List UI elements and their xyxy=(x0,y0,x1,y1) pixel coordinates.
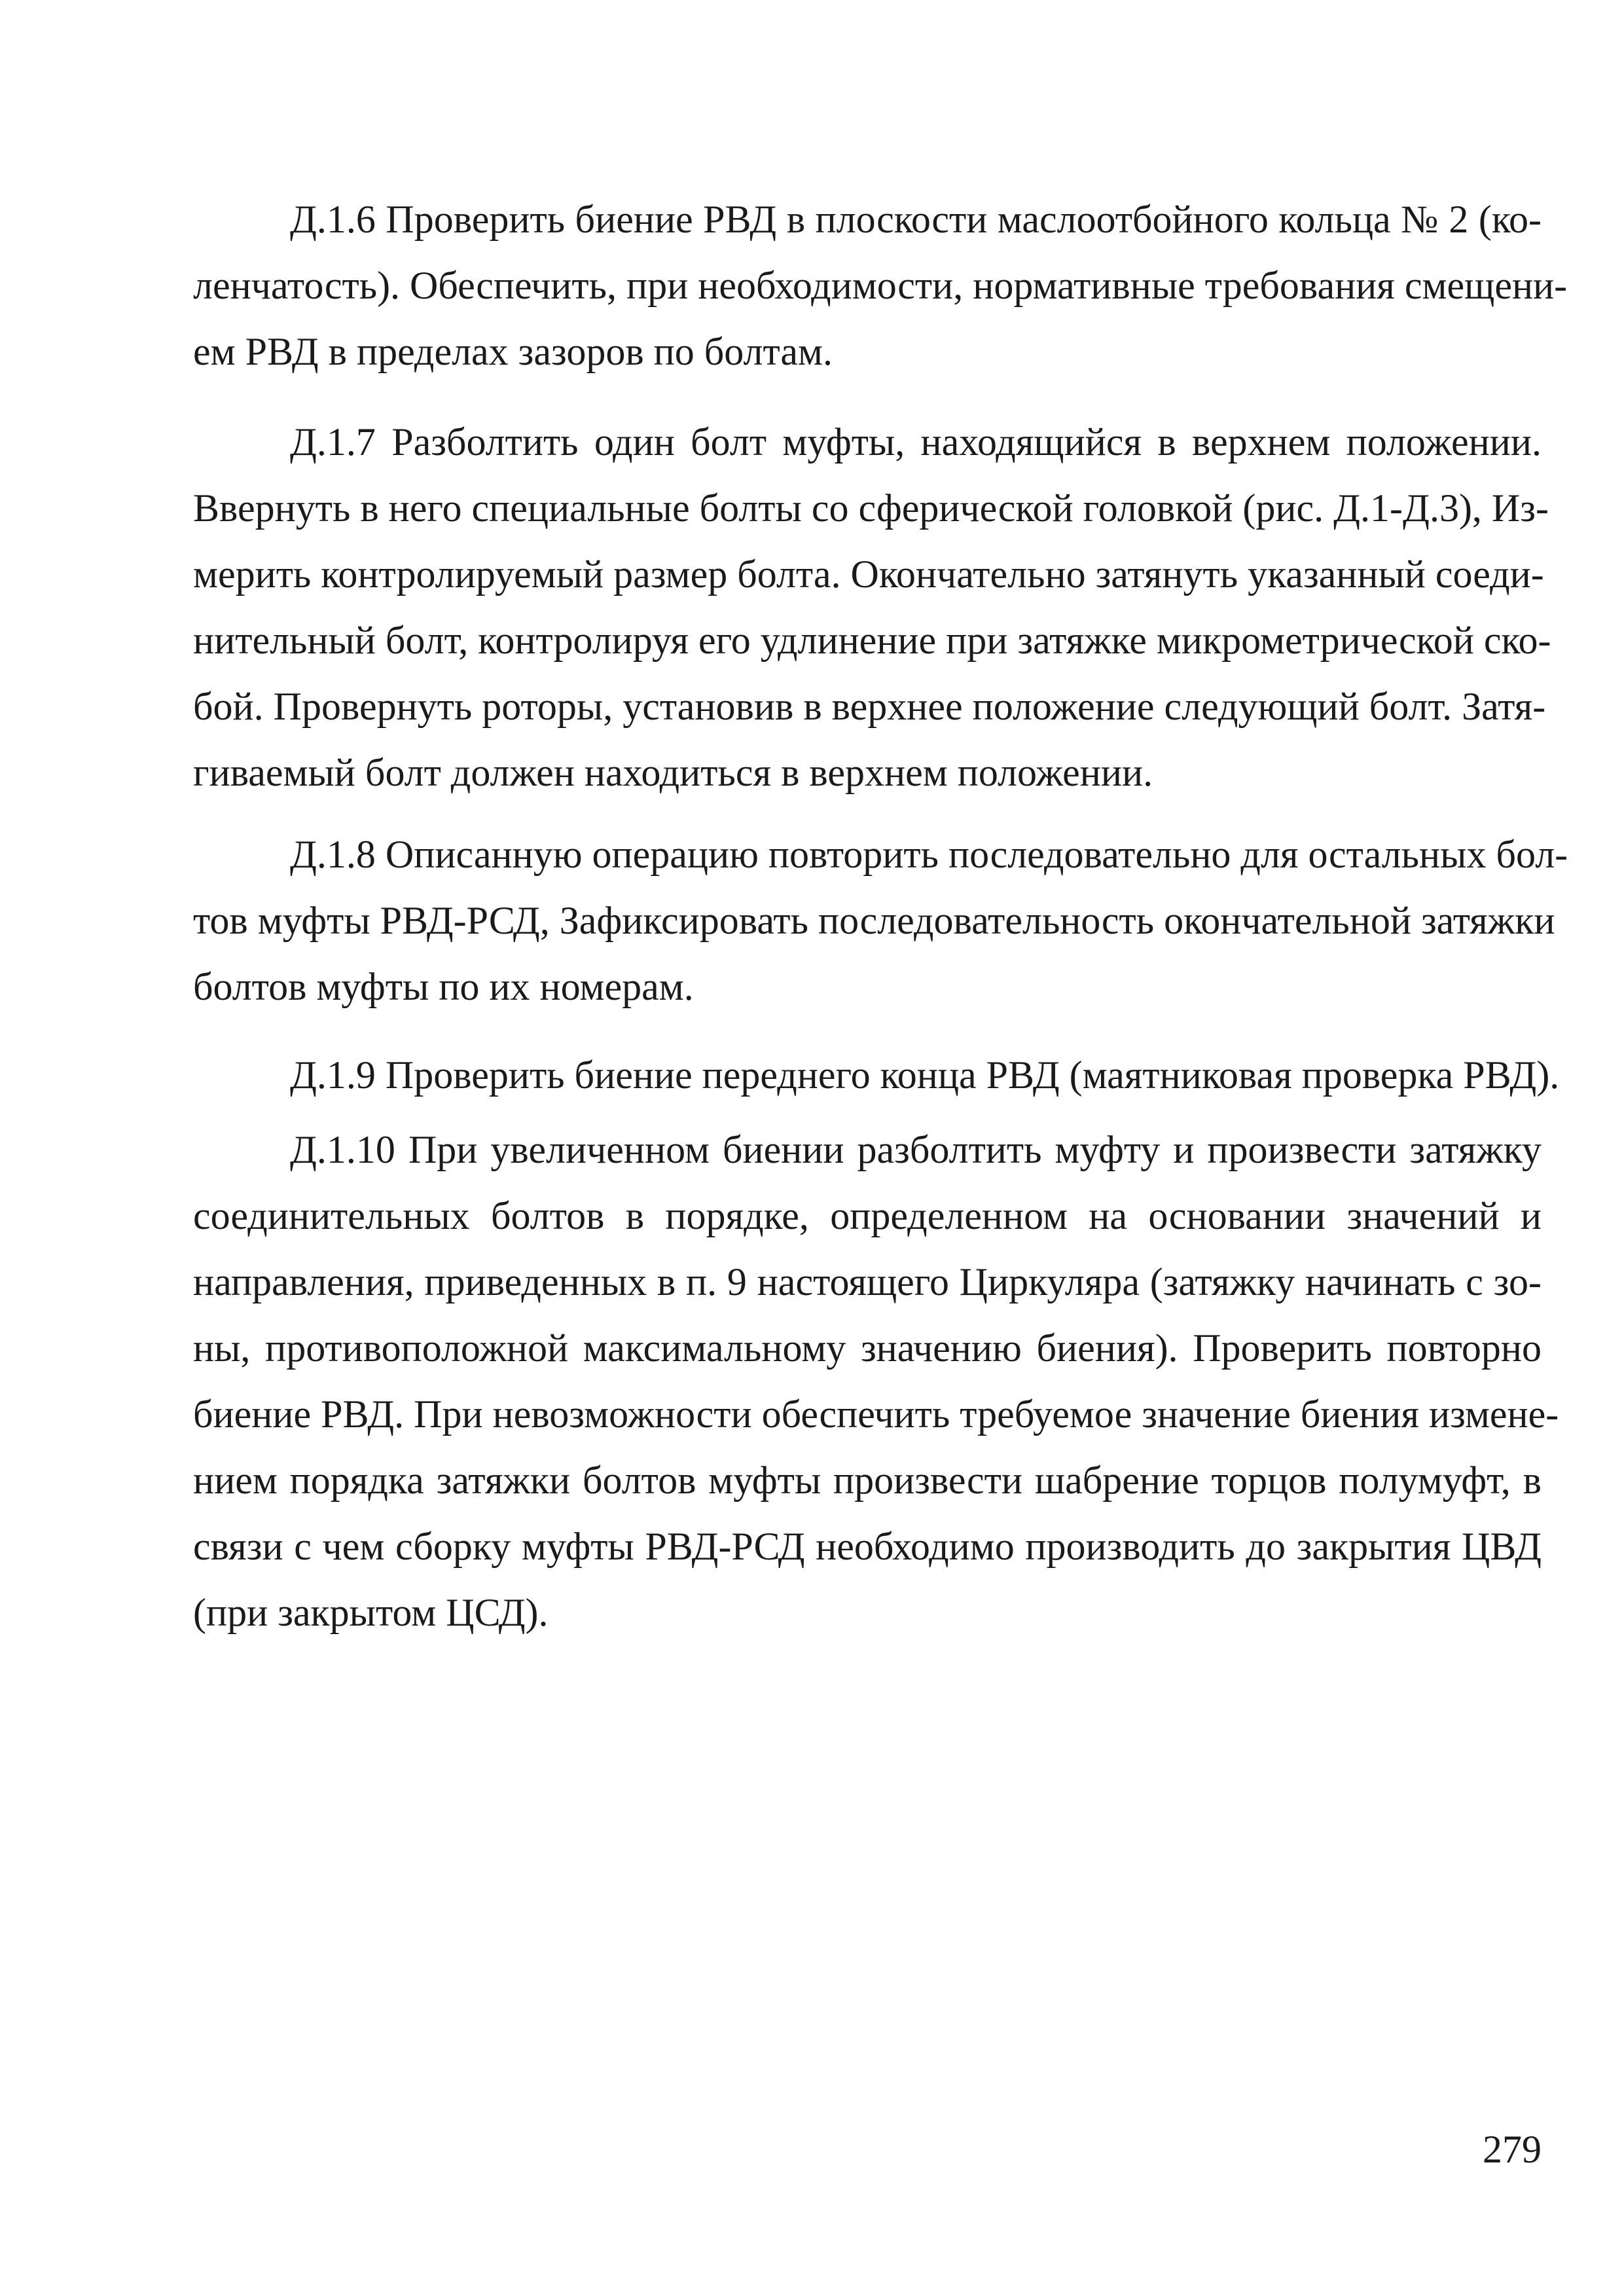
text-line: ем РВД в пределах зазоров по болтам. xyxy=(193,330,833,373)
text-line: Д.1.10 При увеличенном биении разболтить муфту и произвести затяжку xyxy=(290,1128,1542,1171)
text-line: Д.1.7 Разболтить один болт муфты, находящийся в верхнем положении. xyxy=(290,420,1542,464)
page-number: 279 xyxy=(1483,2128,1542,2171)
text-line: тов муфты РВД-РСД, Зафиксировать последовательность окончательной затяжки xyxy=(193,899,1555,942)
text-line: Ввернуть в него специальные болты со сферической головкой (рис. Д.1-Д.3), Из- xyxy=(193,486,1549,530)
text-line: мерить контролируемый размер болта. Окончательно затянуть указанный соеди- xyxy=(193,553,1544,596)
text-line: ны, противоположной максимальному значению биения). Проверить повторно xyxy=(193,1326,1542,1370)
text-line: связи с чем сборку муфты РВД-РСД необходимо производить до закрытия ЦВД xyxy=(193,1525,1542,1568)
text-line: Д.1.9 Проверить биение переднего конца РВД (маятниковая проверка РВД). xyxy=(290,1053,1560,1097)
paragraph-d-1-10 xyxy=(193,1117,1559,1646)
paragraph-d-1-7 xyxy=(193,409,1551,806)
text-line: ленчатость). Обеспечить, при необходимости, нормативные требования смещени- xyxy=(193,264,1568,307)
text-line: направления, приведенных в п. 9 настоящего Циркуляра (затяжку начинать с зо- xyxy=(193,1260,1542,1303)
text-line: болтов муфты по их номерам. xyxy=(193,965,694,1008)
text-line: бой. Провернуть роторы, установив в верхнее положение следующий болт. Затя- xyxy=(193,685,1546,728)
text-line: Д.1.8 Описанную операцию повторить последовательно для остальных бол- xyxy=(290,833,1568,876)
text-line: нительный болт, контролируя его удлинение при затяжке микрометрической ско- xyxy=(193,619,1551,662)
paragraph-d-1-6 xyxy=(193,187,1568,385)
paragraph-d-1-8 xyxy=(193,822,1568,1020)
text-line: нием порядка затяжки болтов муфты произвести шабрение торцов полумуфт, в xyxy=(193,1459,1542,1502)
text-line: (при закрытом ЦСД). xyxy=(193,1591,549,1634)
text-line: биение РВД. При невозможности обеспечить требуемое значение биения измене- xyxy=(193,1393,1559,1436)
paragraph-d-1-9 xyxy=(193,1042,1560,1108)
text-line: соединительных болтов в порядке, определенном на основании значений и xyxy=(193,1194,1542,1237)
text-line: Д.1.6 Проверить биение РВД в плоскости маслоотбойного кольца № 2 (ко- xyxy=(290,198,1542,241)
text-line: гиваемый болт должен находиться в верхнем положении. xyxy=(193,751,1153,794)
